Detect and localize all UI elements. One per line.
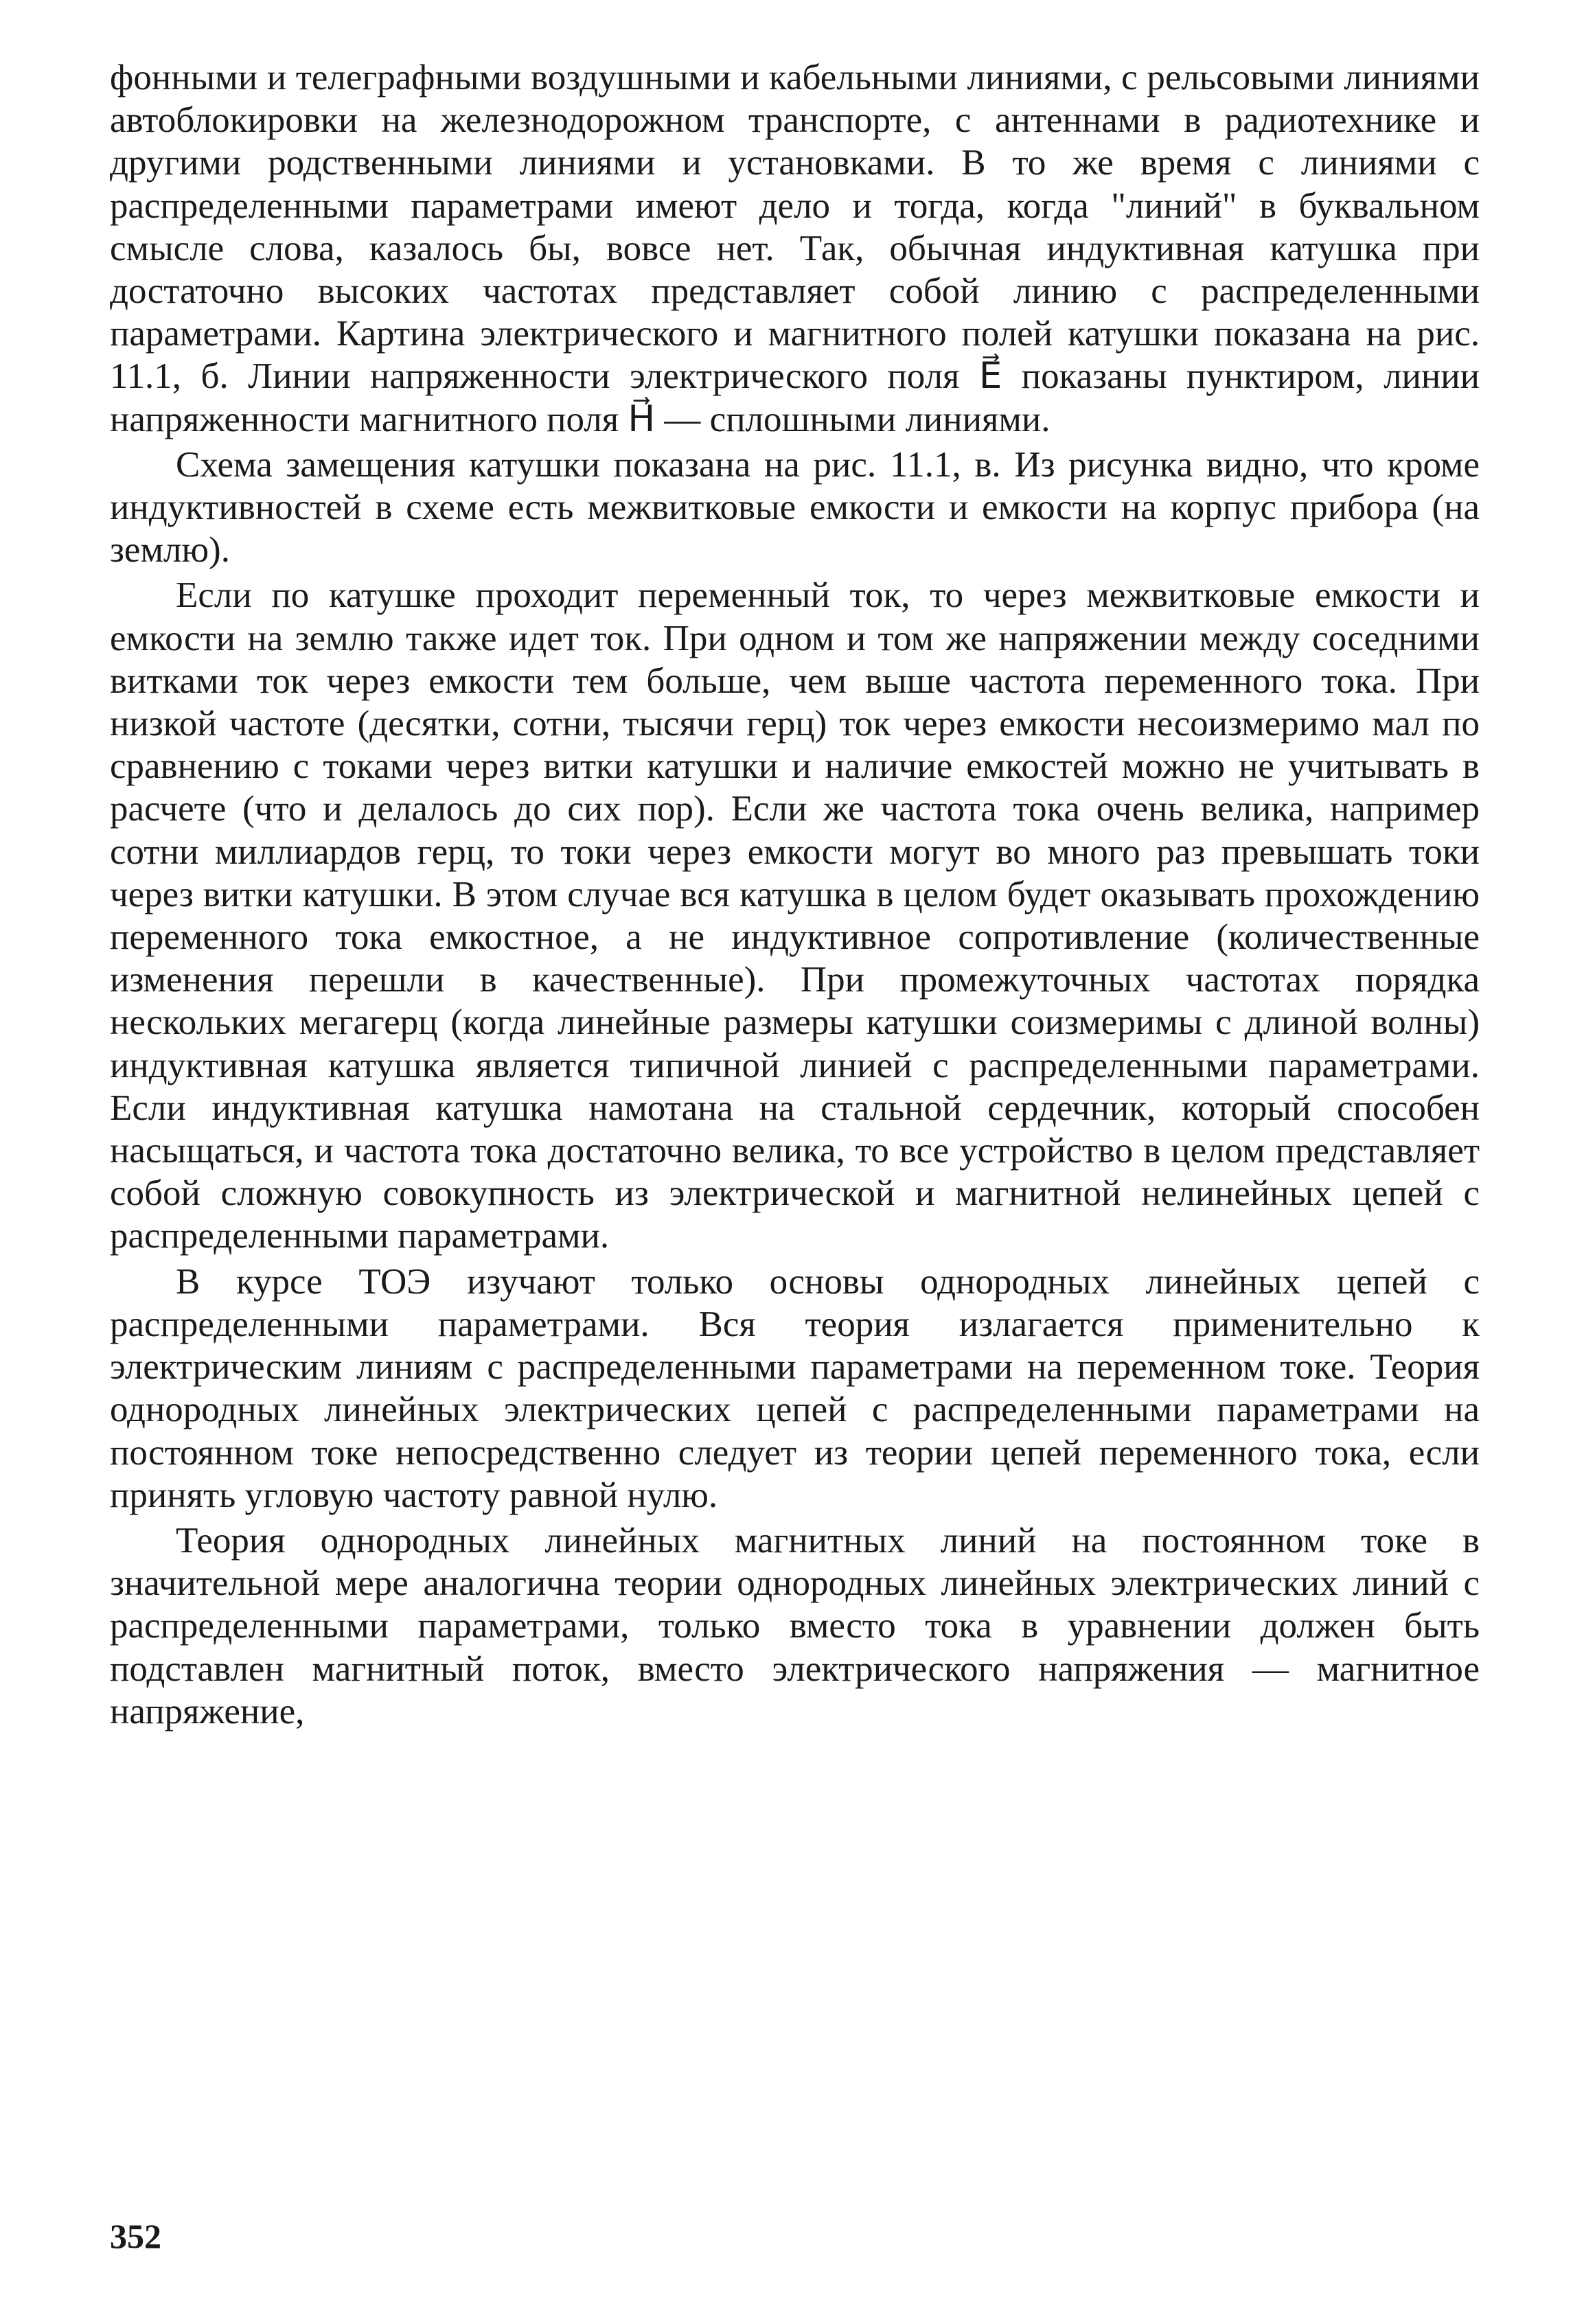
body-text [110,56,1480,1736]
paragraph-alternating-current: Если по катушке проходит переменный ток, то через межвитковые емкости и емкости на землю также идет ток. При одном и том же напряжении между соседними витками ток через емкости тем больше, чем выше частота переменного тока. При низкой частоте (десятки, сотни, тысячи герц) ток через емкости несоизмеримо мал по сравнению с токами через витки катушки и наличие емкостей можно не учитывать в расчете (что и делалось до сих пор). Если же частота тока очень велика, например сотни миллиардов герц, то токи через емкости могут во много раз превышать токи через витки катушки. В этом случае вся катушка в целом будет оказывать прохождению переменного тока емкостное, а не индуктивное сопротивление (количественные изменения перешли в качественные). При промежуточных частотах порядка нескольких мегагерц (когда линейные размеры катушки соизмеримы с длиной волны) индуктивная катушка является типичной линией с распределенными параметрами. Если индуктивная катушка намотана на стальной сердечник, который способен насыщаться, и частота тока достаточно велика, то все устройство в целом представляет собой сложную совокупность из электрической и магнитной нелинейных цепей с распределенными параметрами. [110,575,1480,1256]
paragraph-continuation: фонными и телеграфными воздушными и кабельными линиями, с рельсовыми линиями автоблокировки на железнодорожном транспорте, с антеннами в радиотехнике и другими родственными линиями и установками. В то же время с линиями с распределенными параметрами имеют дело и тогда, когда "линий" в буквальном смысле слова, казалось бы, вовсе нет. Так, обычная индуктивная катушка при достаточно высоких частотах представляет собой линию с распределенными параметрами. Картина электрического и магнитного полей катушки показана на рис. 11.1, б. Линии напряженности электрического поля E⃗ показаны пунктиром, линии напряженности магнитного поля H⃗ — сплошными линиями. [110,58,1480,439]
paragraph-equivalent-circuit: Схема замещения катушки показана на рис. 11.1, в. Из рисунка видно, что кроме индуктивностей в схеме есть межвитковые емкости и емкости на корпус прибора (на землю). [110,444,1480,571]
paragraph-course-scope: В курсе ТОЭ изучают только основы однородных линейных цепей с распределенными параметрами. Вся теория излагается применительно к электрическим линиям с распределенными параметрами на переменном токе. Теория однородных линейных электрических цепей с распределенными параметрами на постоянном токе непосредственно следует из теории цепей переменного тока, если принять угловую частоту равной нулю. [110,1261,1480,1515]
paragraph-magnetic-lines: Теория однородных линейных магнитных линий на постоянном токе в значительной мере аналогична теории однородных линейных электрических линий с распределенными параметрами, только вместо тока в уравнении должен быть подставлен магнитный поток, вместо электрического напряжения — магнитное напряжение, [110,1520,1480,1732]
page-number: 352 [110,2217,161,2255]
